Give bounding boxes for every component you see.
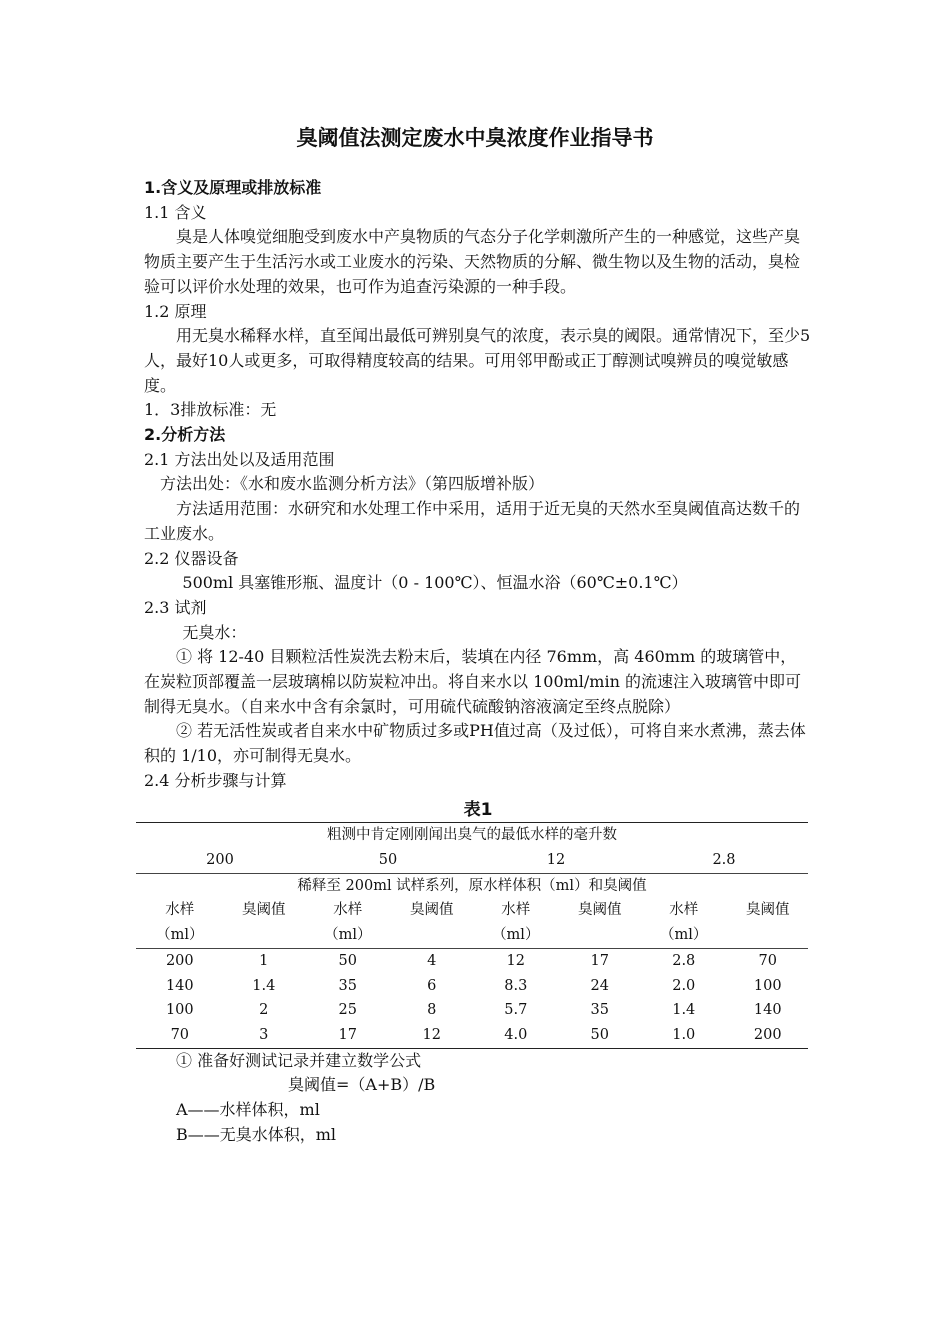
table-unit xyxy=(392,923,472,948)
table-col-header: 臭阈值 xyxy=(242,902,286,919)
table-cell: 1.4 xyxy=(672,1002,696,1019)
table-cell: 17 xyxy=(304,1023,392,1048)
table-cell: 35 xyxy=(338,977,357,994)
table-unit: （ml） xyxy=(472,923,560,948)
section-2-2-text: 500ml 具塞锥形瓶、温度计（0 - 100℃）、恒温水浴（60℃±0.1℃） xyxy=(182,573,688,593)
table-cell: 8 xyxy=(427,1002,437,1019)
table-header-2: 稀释至 200ml 试样系列，原水样体积（ml）和臭阈值 xyxy=(136,873,808,898)
table-cell: 200 xyxy=(728,1023,808,1048)
table-cell: 17 xyxy=(590,952,609,969)
table-col-header: 水样 xyxy=(165,902,195,919)
table-cell: 140 xyxy=(753,1002,782,1019)
table-cell: 1 xyxy=(259,952,269,969)
table-col-header: 臭阈值 xyxy=(746,902,790,919)
table-cell: 8.3 xyxy=(504,977,528,994)
table-coarse-row xyxy=(136,848,808,873)
table-caption: 表1 xyxy=(463,799,493,820)
table-cell: 50 xyxy=(338,952,357,969)
table-col-header: 臭阈值 xyxy=(410,902,454,919)
table-cell: 1.0 xyxy=(640,1023,728,1048)
formula: 臭阈值=（A+B）/B xyxy=(288,1075,436,1095)
section-1-heading: 1.含义及原理或排放标准 xyxy=(144,178,322,197)
table-cell: 4.0 xyxy=(472,1023,560,1048)
table-cell: 50 xyxy=(560,1023,640,1048)
table-cell: 6 xyxy=(427,977,437,994)
table-cell: 140 xyxy=(165,977,194,994)
table-header-1: 粗测中肯定刚刚闻出臭气的最低水样的毫升数 xyxy=(136,823,808,848)
table-row xyxy=(136,948,808,973)
table-cell: 70 xyxy=(758,952,777,969)
table-cell: 200 xyxy=(165,952,194,969)
table-col-header: 水样 xyxy=(333,902,363,919)
table-cell: 5.7 xyxy=(504,1002,528,1019)
table-unit-row xyxy=(136,923,808,948)
table-unit: （ml） xyxy=(640,923,728,948)
section-2-2-heading: 2.2 仪器设备 xyxy=(144,548,239,568)
document-body xyxy=(144,176,812,1147)
table-header-row xyxy=(136,823,808,848)
section-1-1-text: 臭是人体嗅觉细胞受到废水中产臭物质的气态分子化学刺激所产生的一种感觉，这些产臭物质主要产生于生活污水或工业废水的污染、天然物质的分解、微生物以及生物的活动，臭检验可以评价水处理的效果，也可作为追查污染源的一种手段。 xyxy=(144,227,801,296)
table-cell: 12 xyxy=(506,952,525,969)
table-row xyxy=(136,1023,808,1048)
table-cell: 2.8 xyxy=(712,851,736,868)
table-cell: 1.4 xyxy=(252,977,276,994)
table-row xyxy=(136,998,808,1023)
table-unit: （ml） xyxy=(304,923,392,948)
table-header-row xyxy=(136,873,808,898)
table-unit xyxy=(560,923,640,948)
table-cell: 70 xyxy=(136,1023,224,1048)
table-unit: （ml） xyxy=(136,923,224,948)
step-1: ① 准备好测试记录并建立数学公式 xyxy=(176,1050,422,1070)
table-cell: 2 xyxy=(259,1002,269,1019)
table-cell: 35 xyxy=(590,1002,609,1019)
section-2-4-heading: 2.4 分析步骤与计算 xyxy=(144,770,287,790)
table-cell: 100 xyxy=(753,977,782,994)
section-1-2-heading: 1.2 原理 xyxy=(144,301,207,321)
definition-b: B——无臭水体积，ml xyxy=(176,1124,337,1144)
table-unit xyxy=(224,923,304,948)
table-cell: 50 xyxy=(378,851,398,868)
section-2-1-heading: 2.1 方法出处以及适用范围 xyxy=(144,449,335,469)
table-column-row xyxy=(136,898,808,923)
section-1-2-text: 用无臭水稀释水样，直至闻出最低可辨别臭气的浓度，表示臭的阈限。通常情况下，至少5人，最好10人或更多，可取得精度较高的结果。可用邻甲酚或正丁醇测试嗅辨员的嗅觉敏感度。 xyxy=(144,326,811,395)
section-2-1-source: 方法出处：《水和废水监测分析方法》（第四版增补版） xyxy=(160,474,545,494)
table-col-header: 水样 xyxy=(669,902,699,919)
table-cell: 2.8 xyxy=(672,952,696,969)
table-cell: 12 xyxy=(392,1023,472,1048)
table-cell: 200 xyxy=(206,851,234,868)
section-2-1-scope: 方法适用范围：水研究和水处理工作中采用，适用于近无臭的天然水至臭阈值高达数千的工业废水。 xyxy=(144,499,801,543)
section-2-3-item-1: ① 将 12-40 目颗粒活性炭洗去粉末后，装填在内径 76mm，高 460mm 的玻璃管中，在炭粒顶部覆盖一层玻璃棉以防炭粒冲出。将自来水以 100ml/min 的流速注入玻璃管中即可制得无臭水。（自来水中含有余氯时，可用硫代硫酸钠溶液滴定至终点脱除） xyxy=(144,647,801,716)
document-title: 臭阈值法测定废水中臭浓度作业指导书 xyxy=(296,126,654,150)
table-unit xyxy=(728,923,808,948)
definition-a: A——水样体积，ml xyxy=(176,1100,320,1120)
section-1-3-text: 1．3排放标准：无 xyxy=(144,400,277,420)
section-2-3-heading: 2.3 试剂 xyxy=(144,597,207,617)
table-cell: 24 xyxy=(590,977,609,994)
table-row xyxy=(136,974,808,999)
table-cell: 100 xyxy=(165,1002,194,1019)
section-2-3-item-2: ② 若无活性炭或者自来水中矿物质过多或PH值过高（及过低），可将自来水煮沸，蒸去体积的 1/10，亦可制得无臭水。 xyxy=(144,721,806,766)
table-cell: 2.0 xyxy=(672,977,696,994)
table-col-header: 臭阈值 xyxy=(578,902,622,919)
section-1-1-heading: 1.1 含义 xyxy=(144,202,207,222)
section-2-heading: 2.分析方法 xyxy=(144,425,226,445)
table-cell: 4 xyxy=(427,952,437,969)
table-col-header: 水样 xyxy=(501,902,531,919)
threshold-table xyxy=(136,822,808,1048)
table-cell: 3 xyxy=(224,1023,304,1048)
table-cell: 12 xyxy=(546,851,566,868)
table-cell: 25 xyxy=(338,1002,357,1019)
section-2-3-label: 无臭水： xyxy=(182,622,247,642)
